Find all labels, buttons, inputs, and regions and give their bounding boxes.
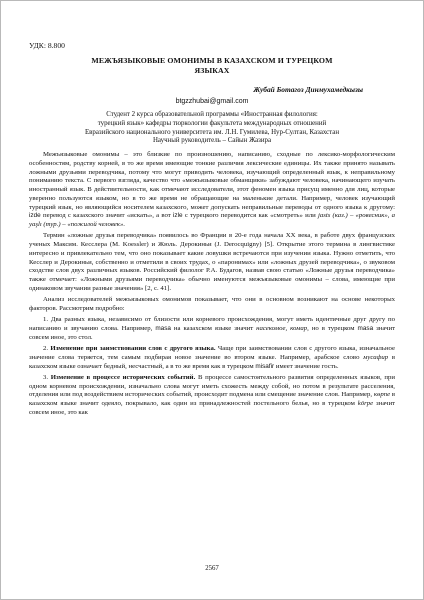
author-name: Жубай Ботагоз Динмухамедкызы bbox=[253, 85, 363, 94]
bold-heading: Изменение в процессе исторических событий. bbox=[50, 373, 196, 381]
affiliation-line: турецкий язык» кафедры тюркологии факультета международных отношений bbox=[97, 119, 327, 127]
paragraph-4: 1. Два разных языка, независимо от близости или корневого происхождения, могут иметь идентичные друг другу по написанию и звучанию слова. Например, masa на казахском языке значит насекомое, комар, но в турецком masa значит совсем иное, это стол. bbox=[29, 316, 396, 341]
article-body bbox=[29, 151, 395, 418]
list-number: 2. bbox=[43, 345, 49, 353]
udk-code: УДК: 8.800 bbox=[29, 41, 65, 50]
title-line-1: МЕЖЪЯЗЫКОВЫЕ ОМОНИМЫ В КАЗАХСКОМ И ТУРЕЦКОМ bbox=[91, 56, 333, 65]
example-italic: мусафир bbox=[363, 353, 389, 361]
example-italic: насекомое, комар, bbox=[256, 325, 309, 333]
bold-heading: Изменение при заимствовании слов с другого языка. bbox=[50, 345, 216, 353]
title-line-2: ЯЗЫКАХ bbox=[194, 66, 230, 75]
author-email: btgzzhubai@gmail.com bbox=[175, 98, 249, 105]
example-italic: jasts (каз.) – «ровесник», а yaşlı (тур.) – «пожилой человек». bbox=[29, 212, 396, 228]
example-word: masa bbox=[357, 325, 374, 333]
example-word: izle bbox=[172, 212, 183, 220]
page-number: 2567 bbox=[205, 565, 219, 572]
list-number: 3. bbox=[43, 373, 49, 381]
example-word: misafir bbox=[255, 362, 275, 370]
paragraph-6: 3. Изменение в процессе исторических событий. В процессе самостоятельного развития определенных языков, при одном корневом происхождении, изначально слова могут иметь схожесть между собой, но потом в результате расселения, отделения или под воздействием исторических событий, происходит подмена или смещение значение слов. Например, көрпе в казахском языке значит одеяло, покрывало, как один из принадлежностей постельного белья, но в турецком körpe значит совсем иное, это как bbox=[29, 373, 396, 416]
affiliation-block bbox=[41, 111, 383, 146]
example-word: izde bbox=[29, 212, 41, 220]
list-number: 1. bbox=[43, 316, 49, 324]
example-italic: көрпе bbox=[373, 391, 391, 399]
paragraph-5: 2. Изменение при заимствовании слов с другого языка. Чаще при заимствовании слов с другого языка, изначальное значение слова теряется, тем самым подбирая новое значение во втором языке. Например, арабское слово мусафир в казахском языке означает бедный, несчастный, а в то же время как в турецком misafir имеет значение гость. bbox=[29, 345, 396, 370]
affiliation-line: Студент 2 курса образовательной программы «Иностранная филология: bbox=[106, 111, 318, 118]
paragraph-1: Межъязыковые омонимы – это близкие по произношению, написанию, сходные по лексико-морфологическим особенностям, родству корней, в то же время имеющие тонкие различия лексические единицы. Их также принято называть ложными друзьями переводчика, потому что могут приводить человека, изучающий определенный язык, к неправильному пониманию текста. С первого взгляда, качество что «межъязыковые обманщики» забуждают человека, начинающего изучать иностранный язык. В действительности, как отмечают исследователи, этот феномен языка присущ именно для лиц, которые уверенно пользуются языком, но в то же время не обращающие на маленькие детали. Например, человек изучающий турецкий язык, но являющийся носителем казахского, может допускать неправильные переводы от одного языка к другому: izde перевод с казахского значит «искать», а вот izle с турецкого переводится как «смотреть» или jasts (каз.) – «ровесник», а yaşlı (тур.) – «пожилой человек». bbox=[29, 151, 396, 228]
affiliation-line: Евразийского национального университета им. Л.Н. Гумилева, Нур-Султан, Казахстан bbox=[84, 128, 340, 136]
paragraph-3: Анализ исследователей межъязыковых омонимов показывает, что они в основном возникают на основе некоторых факторов. Рассмотрим подробно: bbox=[29, 296, 395, 312]
paper-title bbox=[41, 56, 383, 76]
supervisor-line: Научный руководитель – Сайын Жазира bbox=[152, 137, 272, 145]
example-word: masa bbox=[155, 325, 171, 333]
paragraph-2: Термин «ложные друзья переводчика» появилось во Франции в 20-е года начала XX века, в работе двух французских ученых Максим. Кесслера (M. Koessler) и Жюль. Дерокиньи (J. Derocquigny) [5]. Открытие этого термина в лингвистике интересно и привлекательно тем, что оно показывает какие ловушки встречаются при изучении языка. Нужно отметить, что Кесслер и Дерокиньи, собственно и отметили в своих трудах, о «паронимах» или «ложных друзей переводчика», о звуковом сходстве слов двух различных языков. Российский филолог Р.А. Будагов, назвав свою статью «Ложные друзья переводчика» также отмечает: «Ложными друзьями переводчика» обычно именуются межъязыковые омонимы – слова, имеющие при одинаковом звучании разные значения» [2, с. 41]. bbox=[29, 232, 395, 292]
example-italic: körpe bbox=[357, 400, 374, 408]
